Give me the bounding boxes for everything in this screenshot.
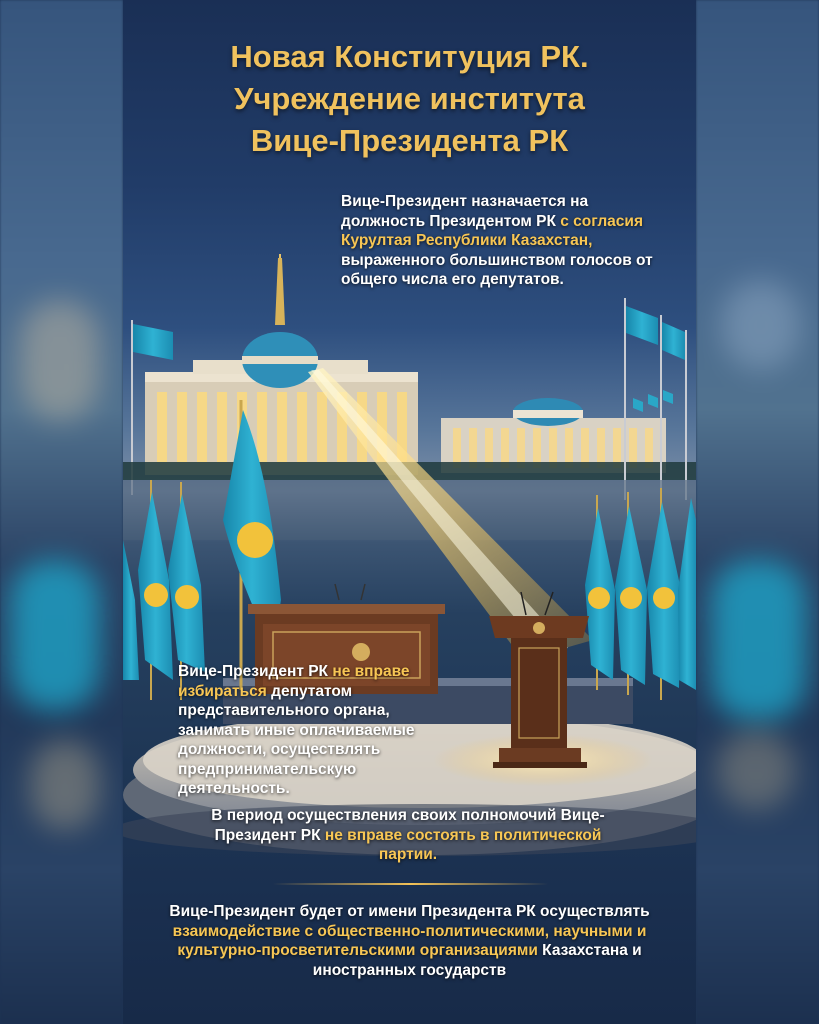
restrictions-text-1: Вице-Президент РК: [178, 663, 333, 680]
left-blurred-band: [0, 0, 123, 1024]
right-blurred-band: [696, 0, 819, 1024]
appointment-text-2: выраженного большинством голосов от общего числа его депутатов.: [341, 251, 653, 288]
interaction-highlight: взаимодействие с общественно-политическими, научными и культурно-просветительскими организациями: [172, 922, 647, 959]
party-text-1: В период осуществления своих полномочий Вице-Президент РК: [211, 807, 605, 844]
title-line-3: Вице-Президента РК: [250, 123, 569, 158]
interaction-text: [143, 902, 676, 980]
interaction-text-1: Вице-Президент будет от имени Президента РК осуществлять: [169, 903, 650, 920]
restrictions-highlight: не вправе избираться: [178, 663, 410, 700]
second-building: [441, 398, 666, 473]
interaction-text-2: Казахстана и иностранных государств: [312, 942, 642, 979]
title-line-1: Новая Конституция РК.: [230, 39, 589, 74]
title-line-2: Учреждение института: [234, 81, 585, 116]
appointment-text: [341, 192, 661, 290]
appointment-text-1: Вице-Президент назначается на должность Президентом РК: [341, 193, 589, 230]
party-highlight: не вправе состоять в политической партии.: [324, 826, 602, 863]
poster: [123, 0, 696, 1024]
gold-divider: [273, 883, 548, 885]
restrictions-text: [178, 662, 428, 799]
appointment-highlight: с согласия Курултая Республики Казахстан,: [341, 212, 643, 249]
restrictions-text-2: депутатом представительного органа, занимать иные оплачиваемые должности, осуществлять предпринимательскую деятельность.: [178, 682, 415, 797]
party-text: [203, 806, 613, 865]
page-title: [123, 36, 696, 162]
